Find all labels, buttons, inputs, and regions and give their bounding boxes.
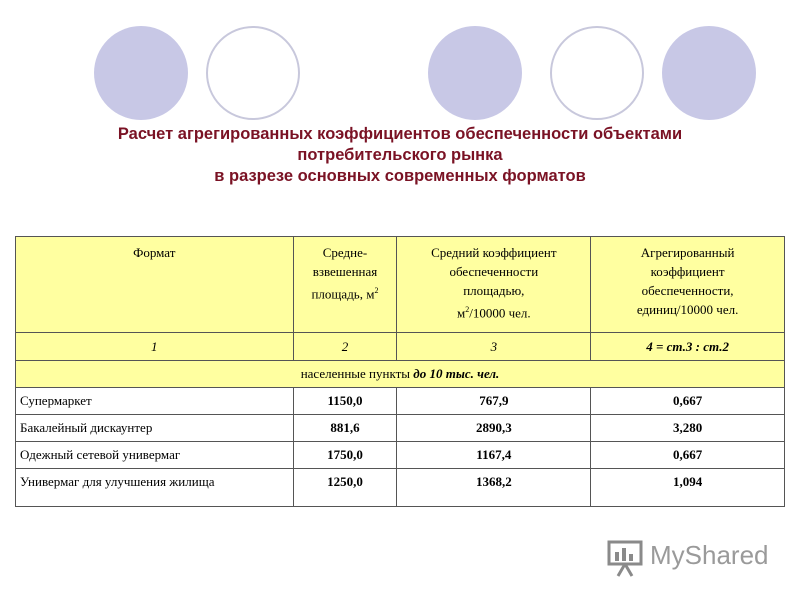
coefficients-table: [15, 236, 785, 507]
group-label-bold: до 10 тыс. чел.: [413, 366, 500, 381]
decorative-circles: [0, 0, 800, 120]
header-area-sup: 2: [374, 286, 379, 295]
header-coef-line2: обеспеченности: [449, 264, 539, 279]
table-row: [16, 388, 785, 415]
group-label-prefix: населенные пункты: [300, 366, 414, 381]
column-number-1: 1: [16, 333, 294, 361]
header-coef: [397, 237, 591, 333]
cell-area: 1250,0: [293, 469, 397, 507]
header-coef-line4a: м: [456, 305, 466, 321]
column-number-2: 2: [293, 333, 397, 361]
cell-format: Одежный сетевой универмаг: [16, 442, 294, 469]
cell-format: Бакалейный дискаунтер: [16, 415, 294, 442]
cell-agg: 1,094: [591, 469, 785, 507]
decor-circle-hollow: [550, 26, 644, 120]
cell-agg: 3,280: [591, 415, 785, 442]
slide-title: [0, 124, 800, 187]
cell-area: 881,6: [293, 415, 397, 442]
title-line-3: в разрезе основных современных форматов: [214, 167, 586, 185]
header-area-line3: площадь, м: [311, 286, 375, 302]
header-area: [293, 237, 397, 333]
cell-format: Супермаркет: [16, 388, 294, 415]
header-format-label: Формат: [133, 245, 176, 260]
cell-coef: 767,9: [397, 388, 591, 415]
header-area-line2: взвешенная: [312, 264, 378, 279]
header-area-line1: Средне-: [322, 245, 368, 260]
table-row: [16, 442, 785, 469]
decor-circle-hollow: [206, 26, 300, 120]
table-row: [16, 469, 785, 507]
cell-area: 1750,0: [293, 442, 397, 469]
cell-agg: 0,667: [591, 388, 785, 415]
header-agg-line1: Агрегированный: [640, 245, 735, 260]
column-number-4: 4 = ст.3 : ст.2: [591, 333, 785, 361]
cell-format: Универмаг для улучшения жилища: [16, 469, 294, 507]
cell-coef: 1368,2: [397, 469, 591, 507]
header-agg-line3: обеспеченности,: [641, 283, 734, 298]
myshared-logo: [606, 536, 776, 580]
cell-coef: 2890,3: [397, 415, 591, 442]
header-agg: [591, 237, 785, 333]
cell-coef: 1167,4: [397, 442, 591, 469]
group-label: [16, 361, 785, 388]
header-agg-line4: единиц/10000 чел.: [636, 302, 739, 317]
table-row: [16, 415, 785, 442]
header-coef-line1: Средний коэффициент: [431, 245, 557, 260]
title-line-1: Расчет агрегированных коэффициентов обеспеченности объектами: [117, 125, 683, 143]
logo-text: MyShared: [650, 540, 769, 570]
column-number-3: 3: [397, 333, 591, 361]
header-agg-line2: коэффициент: [650, 264, 725, 279]
header-coef-line4b: /10000 чел.: [469, 305, 531, 321]
cell-agg: 0,667: [591, 442, 785, 469]
decor-circle-filled: [94, 26, 188, 120]
table-header-row: [16, 237, 785, 333]
header-coef-sup: 2: [465, 305, 470, 314]
presentation-board-icon: [606, 538, 646, 578]
decor-circle-filled: [428, 26, 522, 120]
title-line-2: потребительского рынка: [297, 146, 503, 164]
group-row: [16, 361, 785, 388]
header-format: [16, 237, 294, 333]
decor-circle-filled: [662, 26, 756, 120]
column-numbers-row: [16, 333, 785, 361]
header-coef-line3: площадью,: [463, 283, 525, 298]
cell-area: 1150,0: [293, 388, 397, 415]
